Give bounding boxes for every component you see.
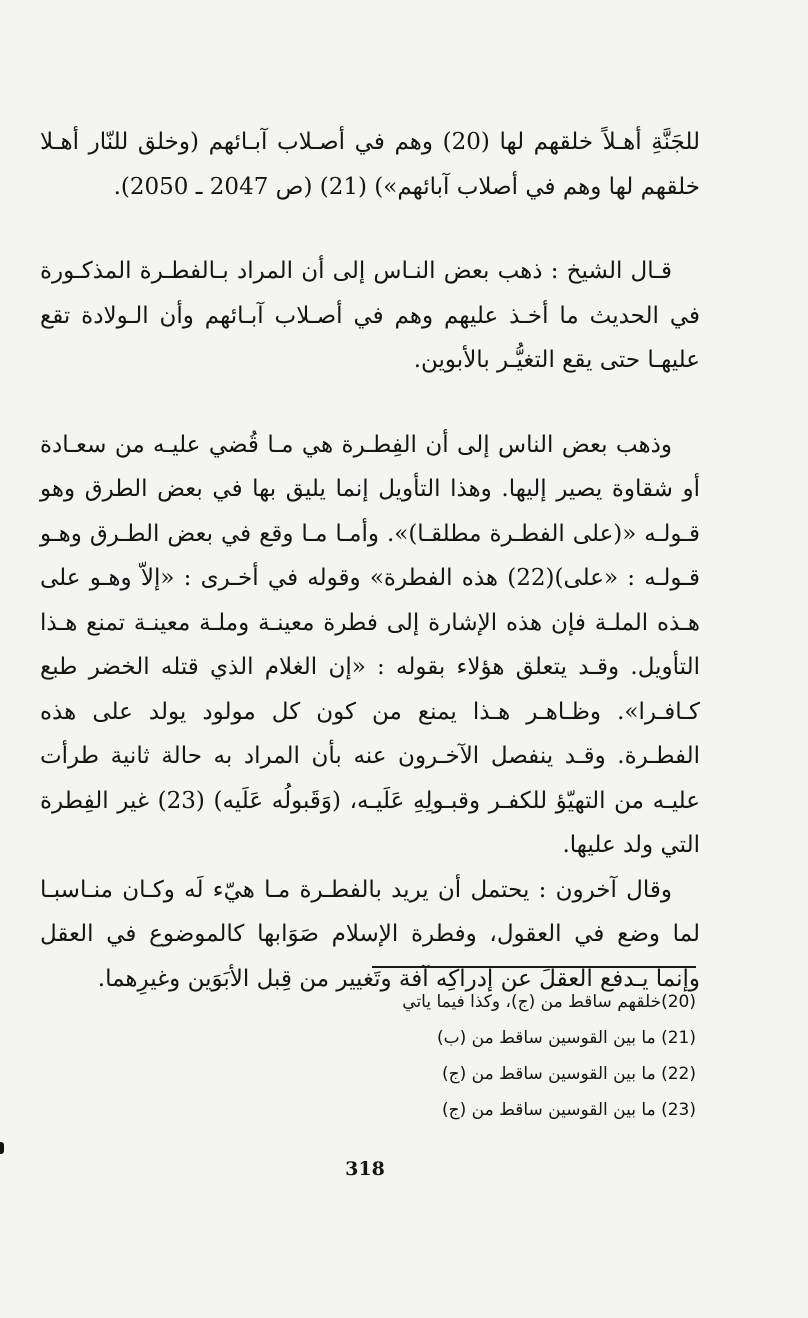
footnote-20: (20)خلقهم ساقط من (ج)، وكذا فيما ياتي [402, 992, 696, 1012]
paragraph-sheikh-said: قـال الشيخ : ذهب بعض النـاس إلى أن المراد بـالفطـرة المذكـورة في الحديث ما أخـذ عليهم وهم في أصـلاب آبـائهم وأن الـولادة تقع عليهـا حتى يقع التغيُّـر بالأبوين. [40, 258, 700, 373]
page-number: 318 [345, 1158, 385, 1180]
footnote-23: (23) ما بين القوسين ساقط من (ج) [442, 1100, 696, 1120]
paragraph-fitra-interpretation: وذهب بعض الناس إلى أن الفِطـرة هي مـا قُضي عليـه من سعـادة أو شقاوة يصير إليها. وهذا التأويل إنما يليق بها في بعض الطرق وهو قـولـه «(على الفطـرة مطلقـا)». وأمـا مـا وقع في بعض الطـرق وهـو قـولـه : «على)(22) هذه الفطرة» وقوله في أخـرى : «إلاّ وهـو على هـذه الملـة فإن هذه الإشارة إلى فطرة معينـة وملـة معينـة تمنع هـذا التأويل. وقـد يتعلق هؤلاء بقوله : «إن الغلام الذي قتله الخضر طبع كـافـرا». وظـاهـر هـذا يمنع من كون كل مولود يولد على هذه الفطـرة. وقـد ينفصل الآخـرون عنه بأن المراد به حالة ثانية طرأت عليـه من التهيّؤ للكفـر وقبـولِهِ عَلَيـه، (وَقَبولُه عَلَيه) (23) غير الفِطرة التي ولد عليها. [40, 431, 700, 858]
footnote-divider [372, 966, 696, 968]
main-text [40, 120, 700, 1001]
scan-edge-mark [0, 1142, 4, 1154]
paragraph-continuation: للجَنَّةِ أهـلاً خلقهم لها (20) وهم في أصـلاب آبـائهم (وخلق للنّار أهـلا خلقهم لها وهم في أصلاب آبائهم») (21) (ص 2047 ـ 2050). [40, 129, 700, 200]
footnote-21: (21) ما بين القوسين ساقط من (ب) [436, 1028, 696, 1048]
footnote-22: (22) ما بين القوسين ساقط من (ج) [442, 1064, 696, 1084]
footnotes [330, 984, 696, 1128]
paragraph-others-said: وقال آخرون : يحتمل أن يريد بالفطـرة مـا هيّء لَه وكـان منـاسبـا لما وضع في العقول، وفطرة الإسلام صَوَابها كالموضوع في العقل وإنما يـدفع العقلَ عن إدراكِه آفة وتَغيير من قِبل الأبَوَين وغيرِهما. [40, 876, 700, 992]
